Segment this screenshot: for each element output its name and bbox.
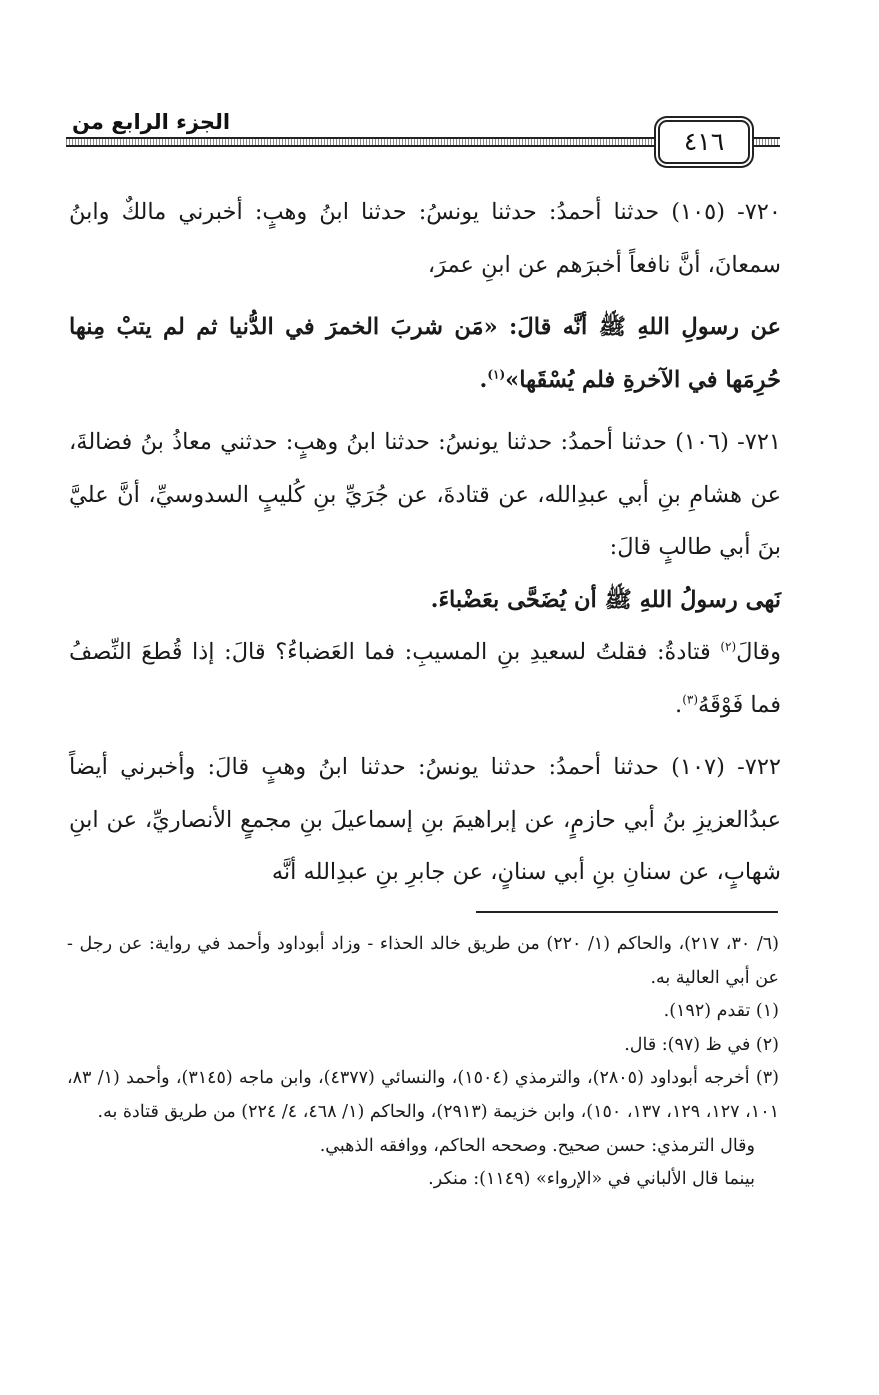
footnote-ref-1[interactable]: (١) xyxy=(487,367,506,381)
footnote-ref-3[interactable]: (٣) xyxy=(682,692,699,706)
qatada-text: قتادةُ: فقلتُ لسعيدِ بنِ المسيبِ: فما العَضباءُ؟ قالَ: إذا قُطعَ النِّصفُ فما فَوْقَهُ xyxy=(69,639,781,718)
hadith-721-note xyxy=(69,626,781,731)
hadith-720-end: . xyxy=(479,366,488,393)
page-number: ٤١٦ xyxy=(658,120,750,164)
hadith-721-isnad: ٧٢١- (١٠٦) حدثنا أحمدُ: حدثنا يونسُ: حدثنا ابنُ وهبٍ: حدثني معاذُ بنُ فضالةَ، عن هشامِ بنِ أبي عبدِالله، عن قتادةَ، عن جُرَيِّ بنِ كُليبٍ السدوسيِّ، أنَّ عليَّ بنَ أبي طالبٍ قالَ: xyxy=(69,429,781,560)
footnote-continued: (٦/ ٣٠، ٢١٧)، والحاكم (١/ ٢٢٠) من طريق خالد الحذاء - وزاد أبوداود وأحمد في رواية: عن رجل - عن أبي العالية به. xyxy=(67,934,779,988)
qala-text: وقالَ xyxy=(736,639,781,665)
qatada-end: . xyxy=(675,691,683,718)
footnote-3-tirmidhi: وقال الترمذي: حسن صحيح. وصححه الحاكم، ووافقه الذهبي. xyxy=(319,1135,755,1156)
footnotes xyxy=(67,928,779,1197)
footnote-2: (٢) في ظ (٩٧): قال. xyxy=(624,1034,779,1055)
footnote-3-albani: بينما قال الألباني في «الإرواء» (١١٤٩): منكر. xyxy=(428,1169,755,1190)
hadith-720-isnad: ٧٢٠- (١٠٥) حدثنا أحمدُ: حدثنا يونسُ: حدثنا ابنُ وهبٍ: أخبرني مالكٌ وابنُ سمعانَ، أنَّ نافعاً أخبرَهم عن ابنِ عمرَ، xyxy=(69,199,781,278)
footnote-1: (١) تقدم (١٩٢). xyxy=(663,1001,779,1022)
hadith-721-matn: نَهى رسولُ اللهِ ﷺ أن يُضَحَّى بعَضْباءَ. xyxy=(430,586,781,613)
main-text xyxy=(69,186,781,899)
page-header xyxy=(66,108,780,170)
hadith-722-isnad: ٧٢٢- (١٠٧) حدثنا أحمدُ: حدثنا يونسُ: حدثنا ابنُ وهبٍ قالَ: وأخبرني أيضاً عبدُالعزيزِ بنُ أبي حازمٍ، عن إبراهيمَ بنِ إسماعيلَ بنِ مجمعٍ الأنصاريِّ، عن ابنِ شهابٍ، عن سنانِ بنِ أبي سنانٍ، عن جابرِ بنِ عبدِالله أنَّه xyxy=(69,754,781,885)
footnote-separator xyxy=(476,911,778,913)
hadith-720-text: عن رسولِ اللهِ ﷺ أنَّه قالَ: «مَن شربَ الخمرَ في الدُّنيا ثم لم يتبْ مِنها حُرِمَها في الآخرةِ فلم يُسْقَها» xyxy=(69,314,781,393)
hadith-720-matn xyxy=(69,301,781,406)
footnote-3: (٣) أخرجه أبوداود (٢٨٠٥)، والترمذي (١٥٠٤)، والنسائي (٤٣٧٧)، وابن ماجه (٣١٤٥)، وأحمد (١/ ٨٣، ١٠١، ١٢٧، ١٢٩، ١٣٧، ١٥٠)، وابن خزيمة (٢٩١٣)، والحاكم (١/ ٤٦٨، ٤/ ٢٢٤) من طريق قتادة به. xyxy=(67,1068,779,1122)
footnote-ref-2[interactable]: (٢) xyxy=(720,639,737,654)
running-title: الجزء الرابع من xyxy=(66,108,236,136)
